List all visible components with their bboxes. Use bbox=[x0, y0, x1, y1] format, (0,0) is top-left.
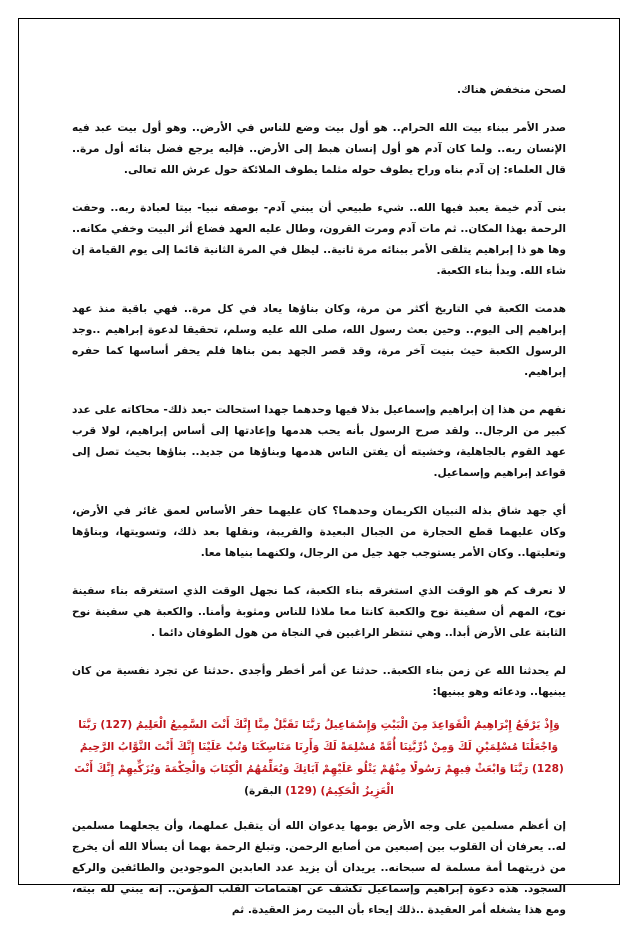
paragraph-first-house: صدر الأمر ببناء بيت الله الحرام.. هو أول بيت وضع للناس في الأرض.. وهو أول بيت عبد فيه الإنسان ربه.. ولما كان آدم هو أول إنسان هبط إلى الأرض.. فإليه يرجع فضل بنائه أول مرة.. قال العلماء: إن آدم بناه وراح يطوف حوله مثلما يطوف الملائكة حول عرش الله تعالى. bbox=[72, 122, 566, 176]
document-body bbox=[72, 80, 566, 938]
paragraph-noah-ark: لا نعرف كم هو الوقت الذي استغرقه بناء الكعبة، كما نجهل الوقت الذي استغرقه بناء سفينة نوح، المهم أن سفينة نوح والكعبة كانتا معا ملاذا للناس ومثوبة وأمنا.. والكعبة هي سفينة نوح الثابتة على الأرض أبدا.. وهي تنتظر الراغبين في النجاة من هول الطوفان دائما . bbox=[72, 585, 566, 639]
paragraph-adam-tent: بنى آدم خيمة يعبد فيها الله.. شيء طبيعي أن يبني آدم- بوصفه نبيا- بيتا لعبادة ربه.. وحفت الرحمة بهذا المكان.. ثم مات آدم ومرت القرون، وطال عليه العهد فضاع أثر البيت وخفي مكانه.. وها هو ذا إبراهيم يتلقى الأمر ببنائه مرة ثانية.. ليظل في المرة الثانية قائما إلى يوم القيامة إن شاء الله. وبدأ بناء الكعبة. bbox=[72, 202, 566, 277]
paragraph-closing: إن أعظم مسلمين على وجه الأرض يومها يدعوان الله أن يتقبل عملهما، وأن يجعلهما مسلمين له.. يعرفان أن القلوب بين إصبعين من أصابع الرحمن. وتبلغ الرحمة بهما أن يسألا الله أن يخرج من ذريتهما أمة مسلمة له سبحانه.. يريدان أن يزيد عدد العابدين الموجودين والطائفين والركع السجود. هذه دعوة إبراهيم وإسماعيل تكشف عن اهتمامات القلب المؤمن.. إنه يبني لله بيته، ومع هذا يشغله أمر العقيدة ..ذلك إيحاء بأن البيت رمز العقيدة. ثم bbox=[72, 820, 566, 916]
paragraph-prayer-intro: لم يحدثنا الله عن زمن بناء الكعبة.. حدثنا عن أمر أخطر وأجدى .حدثنا عن تجرد نفسية من كان يبنيها.. ودعائه وهو يبنيها: bbox=[72, 665, 566, 698]
paragraph-fragment: لصحن منخفض هناك. bbox=[457, 84, 566, 96]
paragraph-ibrahim-effort: نفهم من هذا إن إبراهيم وإسماعيل بذلا فيها وحدهما جهدا استحالت -بعد ذلك- محاكاته على عدد كبير من الرجال.. ولقد صرح الرسول بأنه يحب هدمها وإعادتها إلى أساس إبراهيم، لولا قرب عهد القوم بالجاهلية، وخشيته أن يفتن الناس هدمها وبناؤها من جديد.. بناؤها بحيث تصل إلى قواعد إبراهيم وإسماعيل. bbox=[72, 404, 566, 479]
paragraph-kaaba-history: هدمت الكعبة في التاريخ أكثر من مرة، وكان بناؤها يعاد في كل مرة.. فهي باقية منذ عهد إبراهيم إلى اليوم.. وحين بعث رسول الله، صلى الله عليه وسلم، تحقيقا لدعوة إبراهيم ..وجد الرسول الكعبة حيث بنيت آخر مرة، وقد قصر الجهد بمن بناها فلم يحفر أساسها كما حفره إبراهيم. bbox=[72, 303, 566, 378]
verse-reference: البقرة) bbox=[244, 785, 282, 797]
quran-verse bbox=[72, 714, 566, 802]
paragraph-hard-work: أي جهد شاق بذله النبيان الكريمان وحدهما؟ كان عليهما حفر الأساس لعمق غائر في الأرض، وكان عليهما قطع الحجارة من الجبال البعيدة والقريبة، ونقلها بعد ذلك، وتسويتها، وبناؤها وتعليتها.. وكان الأمر يستوجب جهد جيل من الرجال، ولكنهما بنياها معا. bbox=[72, 505, 566, 559]
verse-text: وَإِذْ يَرْفَعُ إِبْرَاهِيمُ الْقَوَاعِدَ مِنَ الْبَيْتِ وَإِسْمَاعِيلُ رَبَّنَا تَقَبَّلْ مِنَّا إِنَّكَ أَنْتَ السَّمِيعُ الْعَلِيمُ (127) رَبَّنَا وَاجْعَلْنَا مُسْلِمَيْنِ لَكَ وَمِنْ ذُرِّيَّتِنَا أُمَّةً مُسْلِمَةً لَكَ وَأَرِنَا مَنَاسِكَنَا وَتُبْ عَلَيْنَا إِنَّكَ أَنْتَ التَّوَّابُ الرَّحِيمُ (128) رَبَّنَا وَابْعَثْ فِيهِمْ رَسُولًا مِنْهُمْ يَتْلُو عَلَيْهِمْ آيَاتِكَ وَيُعَلِّمُهُمُ الْكِتَابَ وَالْحِكْمَةَ وَيُزَكِّيهِمْ إِنَّكَ أَنْتَ الْعَزِيزُ الْحَكِيمُ) (129) bbox=[74, 719, 564, 797]
